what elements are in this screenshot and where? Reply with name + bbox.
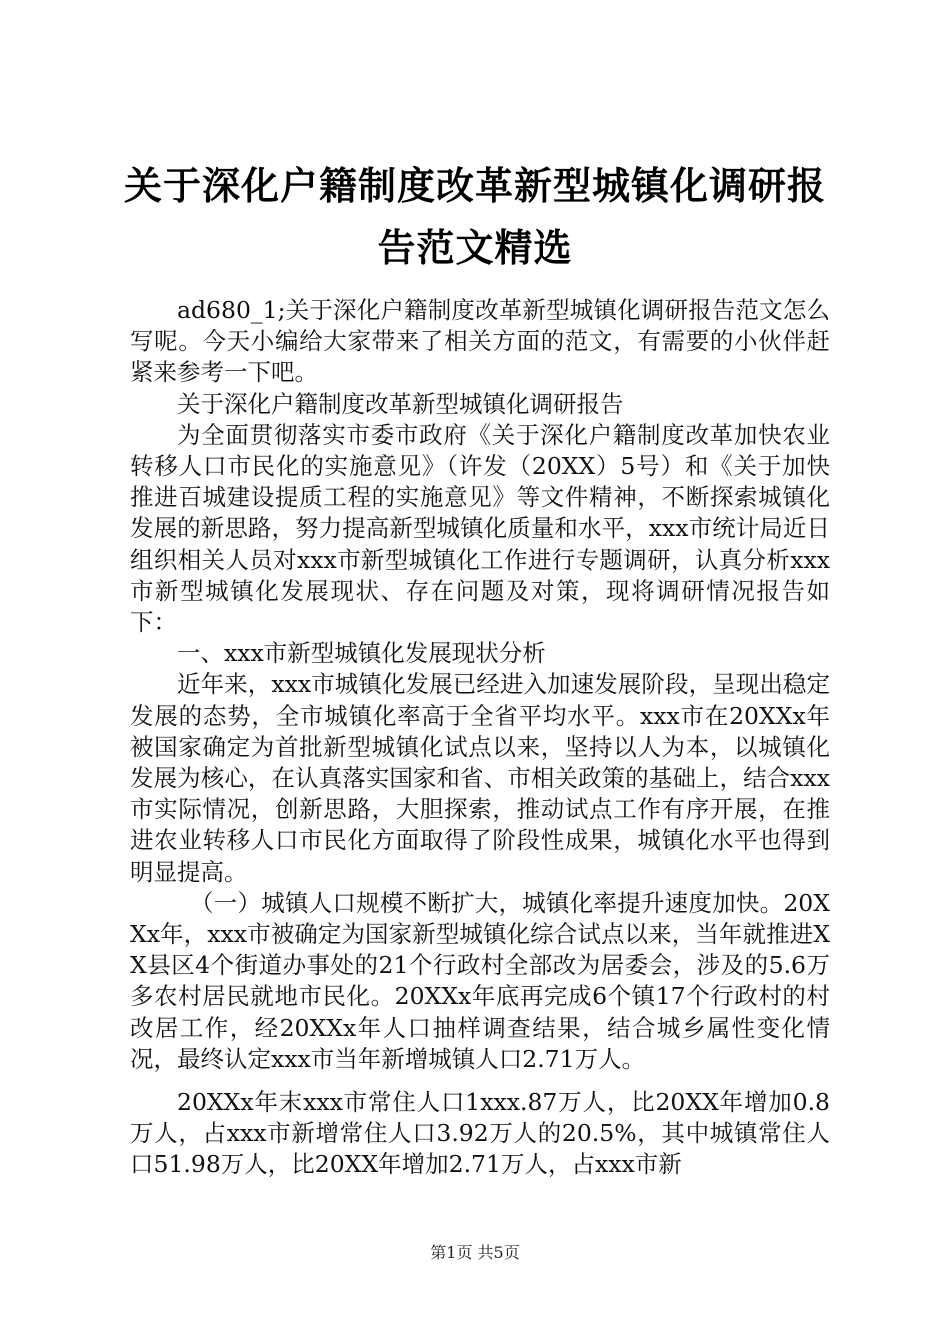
population-paragraph: 20XXx年末xxx市常住人口1xxx.87万人，比20XX年增加0.8万人，占xxx市新增常住人口3.92万人的20.5%，其中城镇常住人口51.98万人，比20XX年增加2.71万人，占xxx市新: [130, 1088, 830, 1179]
document-body: [130, 295, 830, 1181]
report-subtitle: 关于深化户籍制度改革新型城镇化调研报告: [177, 389, 624, 418]
status-paragraph: 近年来，xxx市城镇化发展已经进入加速发展阶段，呈现出稳定发展的态势，全市城镇化率高于全省平均水平。xxx市在20XXx年被国家确定为首批新型城镇化试点以来，坚持以人为本，以城镇化发展为核心，在认真落实国家和省、市相关政策的基础上，结合xxx市实际情况，创新思路，大胆探索，推动试点工作有序开展，在推进农业转移人口市民化方面取得了阶段性成果，城镇化水平也得到明显提高。: [130, 670, 830, 886]
subsection-paragraph: （一）城镇人口规模不断扩大，城镇化率提升速度加快。20XXx年，xxx市被确定为国家新型城镇化综合试点以来，当年就推进XX县区4个街道办事处的21个行政村全部改为居委会，涉及的5.6万多农村居民就地市民化。20XXx年底再完成6个镇17个行政村的村改居工作，经20XXx年人口抽样调查结果，结合城乡属性变化情况，最终认定xxx市当年新增城镇人口2.71万人。: [130, 888, 830, 1073]
section-heading: 一、xxx市新型城镇化发展现状分析: [177, 639, 546, 668]
intro-paragraph: ad680_1;关于深化户籍制度改革新型城镇化调研报告范文怎么写呢。今天小编给大家带来了相关方面的范文，有需要的小伙伴赶紧来参考一下吧。: [130, 296, 830, 387]
document-title: 关于深化户籍制度改革新型城镇化调研报告范文精选: [123, 164, 826, 270]
page-footer: 第1页 共5页: [430, 1243, 520, 1262]
background-paragraph: 为全面贯彻落实市委市政府《关于深化户籍制度改革加快农业转移人口市民化的实施意见》（许发（20XX）5号）和《关于加快推进百城建设提质工程的实施意见》等文件精神，不断探索城镇化发展的新思路，努力提高新型城镇化质量和水平，xxx市统计局近日组织相关人员对xxx市新型城镇化工作进行专题调研，认真分析xxx市新型城镇化发展现状、存在问题及对策，现将调研情况报告如下：: [130, 420, 830, 637]
